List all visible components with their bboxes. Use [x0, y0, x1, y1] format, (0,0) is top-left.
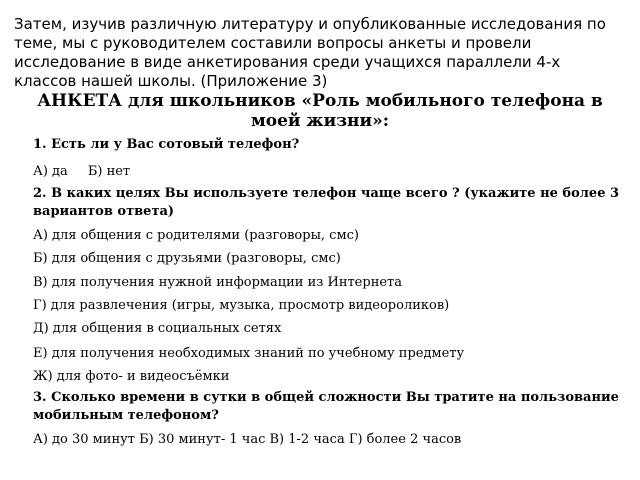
- option-2d: Г) для развлечения (игры, музыка, просмотр видеороликов): [33, 298, 450, 313]
- question-3: [33, 389, 623, 425]
- question-1-text: 1. Есть ли у Вас сотовый телефон?: [33, 137, 300, 152]
- question-2-text: 2. В каких целях Вы используете телефон чаще всего ? (укажите не более 3 вариантов ответа): [33, 186, 620, 219]
- question-3-text: 3. Сколько времени в сутки в общей сложности Вы тратите на пользование мобильным телефоном?: [33, 390, 619, 423]
- option-2c: В) для получения нужной информации из Интернета: [33, 275, 402, 290]
- option-2a: А) для общения с родителями (разговоры, смс): [33, 228, 359, 243]
- option-2f: Е) для получения необходимых знаний по учебному предмету: [33, 346, 465, 361]
- intro-paragraph: Затем, изучив различную литературу и опубликованные исследования по теме, мы с руководителем составили вопросы анкеты и провели исследование в виде анкетирования среди учащихся параллели 4-х классов нашей школы. (Приложение 3): [14, 15, 606, 90]
- survey-title: АНКЕТА для школьников «Роль мобильного телефона в моей жизни»:: [37, 91, 603, 131]
- question-1-options: [33, 163, 623, 181]
- option-1b: Б) нет: [87, 164, 131, 179]
- option-2e: Д) для общения в социальных сетях: [33, 321, 282, 336]
- question-2: [33, 185, 623, 221]
- option-1a: А) да: [33, 164, 68, 179]
- question-3-options: А) до 30 минут Б) 30 минут- 1 час В) 1-2 часа Г) более 2 часов: [33, 432, 462, 447]
- option-2g: Ж) для фото- и видеосъёмки: [33, 369, 230, 384]
- question-1: [33, 136, 623, 154]
- option-2b: Б) для общения с друзьями (разговоры, смс): [33, 251, 341, 266]
